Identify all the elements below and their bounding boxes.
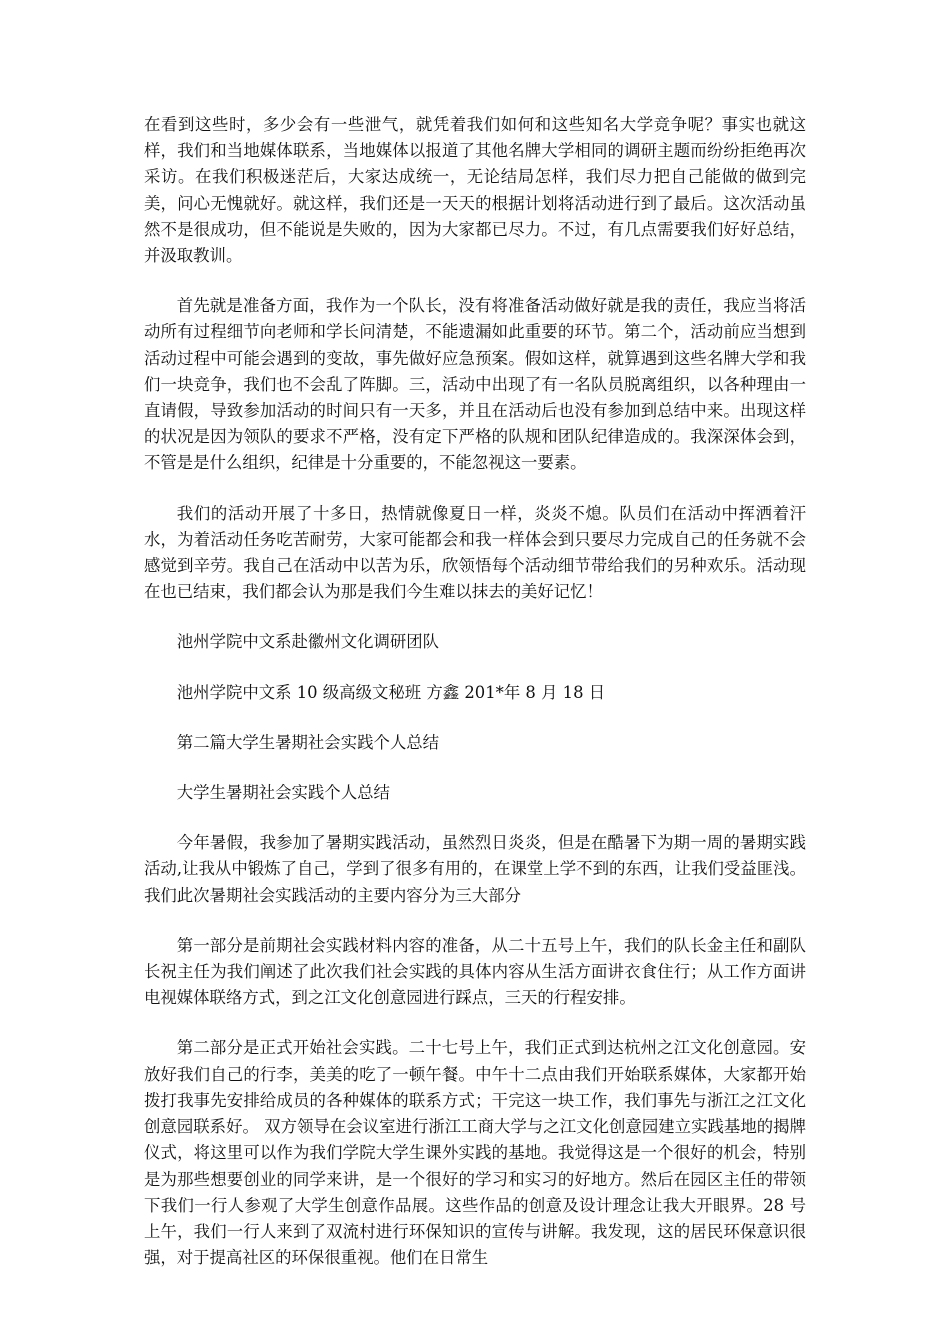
paragraph-intro: 今年暑假，我参加了暑期实践活动，虽然烈日炎炎，但是在酷暑下为期一周的暑期实践活动,让我从中锻炼了自己，学到了很多有用的，在课堂上学不到的东西，让我们受益匪浅。 我们此次暑期社会实践活动的主要内容分为三大部分 <box>144 833 806 905</box>
signature-team: 池州学院中文系赴徽州文化调研团队 <box>176 632 440 652</box>
paragraph-continuation: 在看到这些时，多少会有一些泄气，就凭着我们如何和这些知名大学竞争呢？事实也就这样，我们和当地媒体联系，当地媒体以报道了其他名牌大学相同的调研主题而纷纷拒绝再次采访。在我们积极迷茫后，大家达成统一，无论结局怎样，我们尽力把自己能做的做到完美，问心无愧就好。就这样，我们还是一天天的根据计划将活动进行到了最后。这次活动虽然不是很成功，但不能说是失败的，因为大家都已尽力。不过，有几点需要我们好好总结，并汲取教训。 <box>144 115 806 266</box>
paragraph-part-one: 第一部分是前期社会实践材料内容的准备，从二十五号上午，我们的队长金主任和副队长祝主任为我们阐述了此次我们社会实践的具体内容从生活方面讲衣食住行；从工作方面讲电视媒体联络方式，到之江文化创意园进行踩点，三天的行程安排。 <box>144 935 806 1008</box>
paragraph-part-two: 第二部分是正式开始社会实践。二十七号上午，我们正式到达杭州之江文化创意园。安放好我们自己的行李，美美的吃了一顿午餐。中午十二点由我们开始联系媒体，大家都开始拨打我事先安排给成员的各种媒体的联系方式；干完这一块工作，我们事先与浙江之江文化创意园联系好。 双方领导在会议室进行浙江工商大学与之江文化创意园建立实践基地的揭牌仪式，将这里可以作为我们学院大学生课外实践的基地。我觉得这是一个很好的机会，特别是为那些想要创业的同学来讲，是一个很好的学习和实习的好地方。然后在园区主任的带领下我们一行人参观了大学生创意作品展。这些作品的创意及设计理念让我大开眼界。28 号上午，我们一行人来到了双流村进行环保知识的宣传与讲解。我发现，这的居民环保意识很强，对于提高社区的环保很重视。他们在日常生 <box>144 1038 806 1268</box>
section-heading: 第二篇大学生暑期社会实践个人总结 <box>176 732 440 752</box>
document-page <box>144 112 806 1295</box>
signature-author-date: 池州学院中文系 10 级高级文秘班 方鑫 201*年 8 月 18 日 <box>176 682 606 702</box>
section-subtitle: 大学生暑期社会实践个人总结 <box>176 783 390 803</box>
paragraph-lessons: 首先就是准备方面，我作为一个队长，没有将准备活动做好就是我的责任，我应当将活动所有过程细节向老师和学长问清楚，不能遗漏如此重要的环节。第二个，活动前应当想到活动过程中可能会遇到的变故，事先做好应急预案。假如这样，就算遇到这些名牌大学和我们一块竞争，我们也不会乱了阵脚。三，活动中出现了有一名队员脱离组织，以各种理由一直请假，导致参加活动的时间只有一天多，并且在活动后也没有参加到总结中来。出现这样的状况是因为领队的要求不严格，没有定下严格的队规和团队纪律造成的。我深深体会到，不管是是什么组织，纪律是十分重要的，不能忽视这一要素。 <box>144 296 806 473</box>
paragraph-memories: 我们的活动开展了十多日，热情就像夏日一样，炎炎不熄。队员们在活动中挥洒着汗水，为着活动任务吃苦耐劳，大家可能都会和我一样体会到只要尽力完成自己的任务就不会感觉到辛劳。我自己在活动中以苦为乐，欣领悟每个活动细节带给我们的另种欢乐。活动现在也已结束，我们都会认为那是我们今生难以抹去的美好记忆！ <box>144 503 806 602</box>
